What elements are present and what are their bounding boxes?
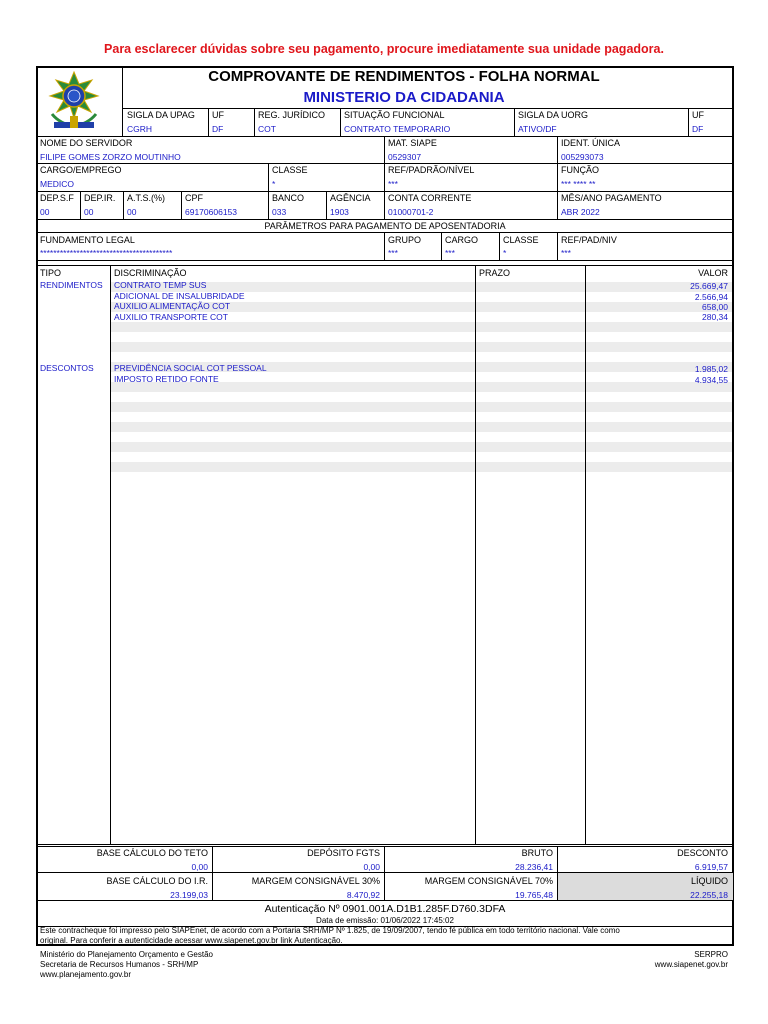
- payment-notice: Para esclarecer dúvidas sobre seu pagamento, procure imediatamente sua unidade pagadora.: [104, 42, 664, 56]
- dep-ir-label: DEP.IR.: [84, 193, 116, 203]
- sigla-upag-value: CGRH: [127, 124, 153, 134]
- footer-secretaria: Secretaria de Recursos Humanos - SRH/MP: [40, 960, 199, 969]
- fundamento-value: ****************************************: [40, 248, 173, 258]
- bruto-value: 28.236,41: [515, 862, 553, 872]
- base-teto-label: BASE CÁLCULO DO TETO: [96, 848, 208, 858]
- conta-label: CONTA CORRENTE: [388, 193, 472, 203]
- apos-cargo-label: CARGO: [445, 235, 479, 245]
- nome-label: NOME DO SERVIDOR: [40, 138, 133, 148]
- reg-juridico-label: REG. JURÍDICO: [258, 110, 326, 120]
- footer-ministry: Ministério do Planejamento Orçamento e Gestão: [40, 950, 213, 959]
- footer-serpro: SERPRO: [694, 950, 728, 959]
- grupo-label: GRUPO: [388, 235, 422, 245]
- disclaimer-line-2: original. Para conferir a autenticidade acessar www.siapenet.gov.br link Autenticação.: [40, 936, 343, 945]
- fundamento-label: FUNDAMENTO LEGAL: [40, 235, 135, 245]
- margem70-value: 19.765,48: [515, 890, 553, 900]
- col-discriminacao-header: DISCRIMINAÇÃO: [114, 268, 187, 278]
- desconto-label: DESCONTO: [677, 848, 728, 858]
- table-row-desc: AUXILIO TRANSPORTE COT: [114, 312, 228, 322]
- ministry-name: MINISTERIO DA CIDADANIA: [303, 89, 505, 106]
- apos-cargo-value: ***: [445, 248, 455, 258]
- table-row-value: 1.985,02: [694, 364, 728, 374]
- ref-pad-niv-label: REF/PAD/NIV: [561, 235, 617, 245]
- col-prazo-header: PRAZO: [479, 268, 511, 278]
- liquido-value: 22.255,18: [690, 890, 728, 900]
- ats-value: 00: [127, 207, 137, 217]
- agencia-value: 1903: [330, 207, 349, 217]
- base-ir-value: 23.199,03: [170, 890, 208, 900]
- bruto-label: BRUTO: [521, 848, 553, 858]
- funcao-value: *** **** **: [561, 179, 596, 189]
- nome-value: FILIPE GOMES ZORZO MOUTINHO: [40, 152, 181, 162]
- emission-date: Data de emissão: 01/06/2022 17:45:02: [316, 916, 454, 925]
- mes-ano-label: MÊS/ANO PAGAMENTO: [561, 193, 662, 203]
- banco-label: BANCO: [272, 193, 305, 203]
- table-row-value: 658,00: [702, 302, 728, 312]
- classe-label: CLASSE: [272, 165, 308, 175]
- disclaimer-line-1: Este contracheque foi impresso pelo SIAPEnet, de acordo com a Portaria SRH/MP Nº 1.825, de 19/09/2007, tendo fé pública em todo território nacional. Vale como: [40, 926, 620, 935]
- uf-label: UF: [212, 110, 224, 120]
- dep-ir-value: 00: [84, 207, 94, 217]
- footer-siapenet-link[interactable]: www.siapenet.gov.br: [654, 960, 728, 969]
- base-teto-value: 0,00: [191, 862, 208, 872]
- banco-value: 033: [272, 207, 287, 217]
- classe-value: *: [272, 179, 276, 189]
- document-title: COMPROVANTE DE RENDIMENTOS - FOLHA NORMAL: [208, 68, 600, 85]
- cpf-value: 69170606153: [185, 207, 238, 217]
- table-row-value: 280,34: [702, 312, 728, 322]
- situacao-label: SITUAÇÃO FUNCIONAL: [344, 110, 445, 120]
- desconto-value: 6.919,57: [694, 862, 728, 872]
- table-row-value: 2.566,94: [694, 292, 728, 302]
- margem30-value: 8.470,92: [346, 890, 380, 900]
- sigla-uorg-label: SIGLA DA UORG: [518, 110, 589, 120]
- table-row-desc: PREVIDÊNCIA SOCIAL COT PESSOAL: [114, 363, 267, 373]
- ident-unica-label: IDENT. ÚNICA: [561, 138, 621, 148]
- sigla-upag-label: SIGLA DA UPAG: [127, 110, 195, 120]
- ref-padrao-value: ***: [388, 179, 398, 189]
- fgts-label: DEPÓSITO FGTS: [307, 848, 380, 858]
- dep-sf-label: DEP.S.F: [40, 193, 74, 203]
- mat-siape-value: 0529307: [388, 152, 422, 162]
- reg-juridico-value: COT: [258, 124, 276, 134]
- uf2-label: UF: [692, 110, 704, 120]
- table-row-desc: AUXILIO ALIMENTAÇÃO COT: [114, 301, 231, 311]
- rendimentos-label: RENDIMENTOS: [40, 280, 103, 290]
- conta-value: 01000701-2: [388, 207, 434, 217]
- situacao-value: CONTRATO TEMPORARIO: [344, 124, 451, 134]
- cargo-value: MEDICO: [40, 179, 74, 189]
- margem30-label: MARGEM CONSIGNÁVEL 30%: [251, 876, 380, 886]
- table-row-value: 4.934,55: [694, 375, 728, 385]
- grupo-value: ***: [388, 248, 398, 258]
- coat-of-arms-icon: [46, 70, 102, 134]
- ref-padrao-label: REF/PADRÃO/NÍVEL: [388, 165, 475, 175]
- uf2-value: DF: [692, 124, 704, 134]
- footer-planejamento-link[interactable]: www.planejamento.gov.br: [40, 970, 132, 979]
- table-row-desc: ADICIONAL DE INSALUBRIDADE: [114, 291, 245, 301]
- mat-siape-label: MAT. SIAPE: [388, 138, 437, 148]
- table-row-value: 25.669,47: [690, 281, 728, 291]
- dep-sf-value: 00: [40, 207, 50, 217]
- ident-unica-value: 005293073: [561, 152, 604, 162]
- cargo-label: CARGO/EMPREGO: [40, 165, 122, 175]
- descontos-label: DESCONTOS: [40, 363, 94, 373]
- apos-classe-value: *: [503, 248, 507, 258]
- liquido-label: LÍQUIDO: [690, 876, 728, 886]
- fgts-value: 0,00: [363, 862, 380, 872]
- table-row-desc: CONTRATO TEMP SUS: [114, 280, 207, 290]
- uf-value: DF: [212, 124, 224, 134]
- col-tipo-header: TIPO: [40, 268, 62, 278]
- table-row-desc: IMPOSTO RETIDO FONTE: [114, 374, 219, 384]
- ref-pad-niv-value: ***: [561, 248, 571, 258]
- params-title: PARÂMETROS PARA PAGAMENTO DE APOSENTADORIA: [264, 221, 506, 231]
- col-valor-header: VALOR: [698, 268, 728, 278]
- authentication-code: Autenticação Nº 0901.001A.D1B1.285F.D760.3DFA: [264, 903, 506, 915]
- apos-classe-label: CLASSE: [503, 235, 539, 245]
- agencia-label: AGÊNCIA: [330, 193, 371, 203]
- cpf-label: CPF: [185, 193, 203, 203]
- margem70-label: MARGEM CONSIGNÁVEL 70%: [424, 876, 553, 886]
- ats-label: A.T.S.(%): [127, 193, 166, 203]
- mes-ano-value: ABR 2022: [561, 207, 600, 217]
- funcao-label: FUNÇÃO: [561, 165, 599, 175]
- base-ir-label: BASE CÁLCULO DO I.R.: [106, 876, 208, 886]
- sigla-uorg-value: ATIVO/DF: [518, 124, 557, 134]
